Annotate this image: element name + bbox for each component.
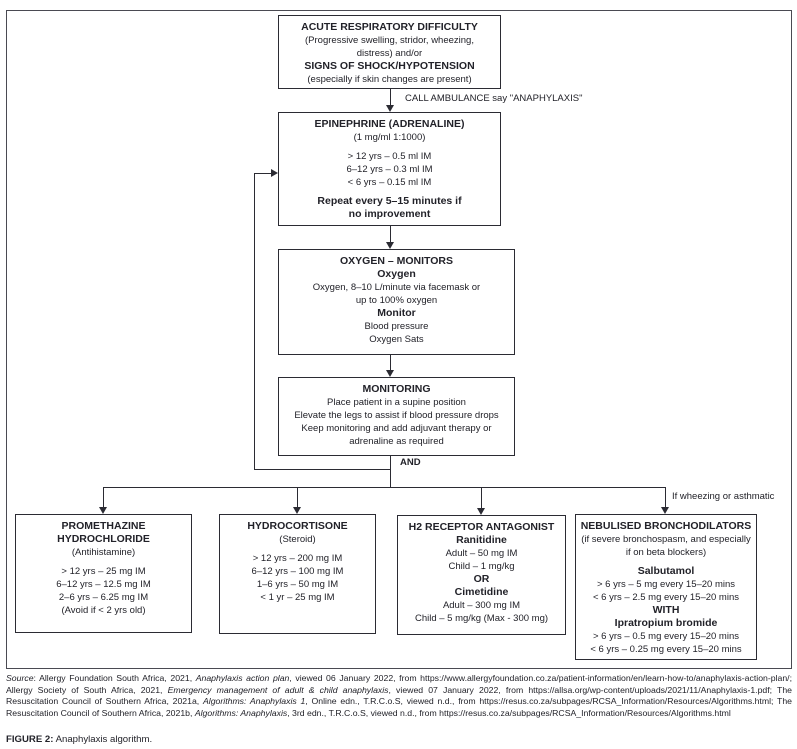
citation-run: , 3rd edn., T.R.C.o.S, viewed n.d., from https://resus.co.za/subpages/RCSA_Information/Resources/Algorithms.html <box>287 707 731 718</box>
box-line: Cimetidine <box>454 586 509 598</box>
box-line: Adult – 300 mg IM <box>442 600 521 611</box>
connector-to-promethazine <box>103 487 104 507</box>
box-line: WITH <box>652 604 680 616</box>
arrow-down-icon <box>477 508 485 515</box>
wheezing-condition-label: If wheezing or asthmatic <box>672 491 775 502</box>
box-line: Blood pressure <box>364 321 429 332</box>
box-line: (if severe bronchospasm, and especially <box>581 534 751 545</box>
connector-monitoring-to-branch <box>390 456 391 487</box>
box-line: 6–12 yrs – 12.5 mg IM <box>56 579 151 590</box>
arrow-down-icon <box>386 105 394 112</box>
box-line: NEBULISED BRONCHODILATORS <box>580 520 752 532</box>
box-line: Child – 1 mg/kg <box>448 561 515 572</box>
figure-caption <box>6 734 152 745</box>
branch-distribution-line <box>103 487 666 488</box>
box-oxygen-monitors <box>278 249 515 355</box>
box-line: Ipratropium bromide <box>614 617 718 629</box>
box-line: Monitor <box>377 307 416 319</box>
connector-to-h2-antagonist <box>481 487 482 508</box>
box-line: > 6 yrs – 5 mg every 15–20 mins <box>596 579 736 590</box>
box-line: (1 mg/ml 1:1000) <box>353 132 426 143</box>
box-line: < 6 yrs – 0.15 ml IM <box>347 177 432 188</box>
arrow-down-icon <box>386 370 394 377</box>
box-hydrocortisone <box>219 514 376 634</box>
citation-run: , Online edn., T.R.C.o.S, viewed n.d., from https://resus.co.za/subpages/RCSA_Information/Resources/Algorithms.html; The Resuscitation Council of Southern Africa, 2021b, <box>6 696 792 718</box>
citation-run: : Allergy Foundation South Africa, 2021, <box>33 673 196 683</box>
box-line: (Avoid if < 2 yrs old) <box>61 605 146 616</box>
citation-run: Emergency management of adult & child anaphylaxis <box>167 684 389 695</box>
box-h2-receptor-antagonist <box>397 515 566 635</box>
box-line: EPINEPHRINE (ADRENALINE) <box>314 118 465 130</box>
box-line: up to 100% oxygen <box>355 295 438 306</box>
box-line: OR <box>473 573 490 585</box>
box-line: HYDROCORTISONE <box>247 520 348 532</box>
box-line: H2 RECEPTOR ANTAGONIST <box>408 521 555 533</box>
box-line: MONITORING <box>362 383 431 395</box>
box-line: > 12 yrs – 200 mg IM <box>252 553 343 564</box>
box-line: distress) and/or <box>356 48 423 59</box>
box-line: (Antihistamine) <box>71 547 136 558</box>
box-acute-respiratory-difficulty <box>278 15 501 89</box>
box-line: Child – 5 mg/kg (Max - 300 mg) <box>414 613 549 624</box>
box-line: Elevate the legs to assist if blood pressure drops <box>294 410 499 421</box>
box-line: < 6 yrs – 2.5 mg every 15–20 mins <box>592 592 739 603</box>
box-line: Keep monitoring and add adjuvant therapy or <box>301 423 492 434</box>
box-monitoring <box>278 377 515 456</box>
arrow-right-icon <box>271 169 278 177</box>
arrow-down-icon <box>99 507 107 514</box>
connector-acute-to-epinephrine <box>390 89 391 106</box>
and-connector-label: AND <box>400 457 421 468</box>
box-line: > 12 yrs – 0.5 ml IM <box>347 151 432 162</box>
figure-caption-text: Anaphylaxis algorithm. <box>53 734 153 745</box>
citation-run: , viewed 06 January 2022, from https://www.allergyfoundation.co.za/patient-information/en/learn-how-to/anaphylaxis-action-plan/; Allergy Society of South Africa, 2021, <box>6 673 793 695</box>
box-line: PROMETHAZINE <box>61 520 146 532</box>
box-line: 1–6 yrs – 50 mg IM <box>256 579 339 590</box>
box-line: OXYGEN – MONITORS <box>340 255 453 267</box>
box-line: (especially if skin changes are present) <box>307 74 472 85</box>
arrow-down-icon <box>661 507 669 514</box>
box-line: adrenaline as required <box>349 436 444 447</box>
box-line: Oxygen <box>377 268 416 280</box>
box-line: Ranitidine <box>456 534 507 546</box>
box-epinephrine <box>278 112 501 226</box>
box-line: Oxygen, 8–10 L/minute via facemask or <box>312 282 481 293</box>
box-line: SIGNS OF SHOCK/HYPOTENSION <box>304 60 475 72</box>
box-line: < 6 yrs – 0.25 mg every 15–20 mins <box>590 644 742 655</box>
box-nebulised-bronchodilators <box>575 514 757 660</box>
box-line: < 1 yr – 25 mg IM <box>260 592 335 603</box>
feedback-loop-bottom-line <box>254 469 390 470</box>
box-line: no improvement <box>348 208 431 220</box>
citation-run: Anaphylaxis action plan <box>195 673 290 683</box>
connector-to-hydrocortisone <box>297 487 298 507</box>
arrow-down-icon <box>293 507 301 514</box>
box-line: 2–6 yrs – 6.25 mg IM <box>58 592 149 603</box>
box-promethazine-hydrochloride <box>15 514 192 633</box>
source-citation <box>6 673 792 719</box>
box-line: HYDROCHLORIDE <box>57 533 150 545</box>
citation-run: Algorithms: Anaphylaxis <box>194 707 288 718</box>
figure-caption-label: FIGURE 2: <box>6 734 54 745</box>
box-line: (Progressive swelling, stridor, wheezing, <box>305 35 474 46</box>
box-line: 6–12 yrs – 100 mg IM <box>251 566 344 577</box>
box-line: Place patient in a supine position <box>327 397 466 408</box>
call-ambulance-label: CALL AMBULANCE say "ANAPHYLAXIS" <box>405 93 583 104</box>
feedback-loop-top-line <box>254 173 271 174</box>
feedback-loop-vertical-line <box>254 173 255 470</box>
box-line: ACUTE RESPIRATORY DIFFICULTY <box>301 21 478 33</box>
box-line: Repeat every 5–15 minutes if <box>317 195 462 207</box>
citation-run: , viewed 07 January 2022, from https://allsa.org/wp-content/uploads/2021/11/Anaphylaxis-1.pdf; The Resuscitation Council of Southern Africa, 2021a, <box>6 684 793 706</box>
box-line: 6–12 yrs – 0.3 ml IM <box>346 164 433 175</box>
citation-run: Algorithms: Anaphylaxis 1 <box>202 696 306 706</box>
box-line: > 12 yrs – 25 mg IM <box>61 566 146 577</box>
box-line: (Steroid) <box>279 534 316 545</box>
box-line: Salbutamol <box>637 565 695 577</box>
connector-epinephrine-to-oxygen <box>390 226 391 243</box>
box-line: Oxygen Sats <box>369 334 424 345</box>
arrow-down-icon <box>386 242 394 249</box>
citation-run: Source <box>6 673 34 683</box>
box-line: Adult – 50 mg IM <box>445 548 518 559</box>
connector-to-nebulised <box>665 487 666 507</box>
box-line: if on beta blockers) <box>625 547 707 558</box>
connector-oxygen-to-monitoring <box>390 355 391 371</box>
box-line: > 6 yrs – 0.5 mg every 15–20 mins <box>592 631 739 642</box>
